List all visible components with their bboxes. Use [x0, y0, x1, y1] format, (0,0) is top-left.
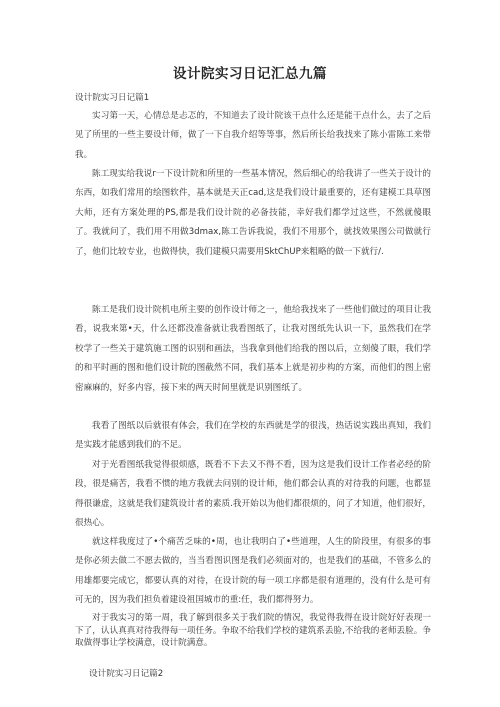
paragraph-1: 实习第一天，心情总是忐忑的，不知道去了设计院该干点什么还是能干点什么，去了之后见了所里的一些主要设计师，做了一下自我介绍等等事，然后所长给我找来了陈小雷陈工来带我。	[75, 111, 431, 160]
paragraph-6: 就这样我度过了•个痛苦乏味的•周，也让我明白了•些道理，人生的阶段里，有很多的事是你必须去做二不愿去做的，当当看图识图是我们必须面对的，也是我们的基础，不管多么的用雄都要完成它，都要认真的对待，在设计院的每一项工序都是很有道理的，没有什么是可有可无的，因为我们担负着建设祖国城市的重:任，我们都得努力。	[75, 537, 431, 606]
page-title: 设计院实习日记汇总九篇	[173, 66, 327, 82]
section-heading-1: 设计院实习日记篇1	[75, 93, 150, 103]
paragraph-2: 陈工现实给我说r一下设计院和所里的一些基本情况，然后细心的给我讲了一些关于设计的东西，如我们常用的绘图软件，基本就是天正cad,这是我们设计最重要的，还有建模工具草图大师，还有方案处理的PS,都是我们设计院的必备技能，幸好我们都学过这些，不然就傻眼了。我就问了，我们用不用做3dmax,陈工告诉我说，我们不用那个，就找效果图公司做就行了，他们比较专业，也做得快，我们建模只需要用SktChUP来粗略的做一下就行/.	[75, 169, 431, 257]
section-heading-2: 设计院实习日记篇2	[89, 669, 164, 679]
paragraph-7: 对于我实习的第一周，我了解到很多关于我们院的情况，我觉得我得在设计院好好表现一下了，认认真真对待我得每一项任务。争取不给我们学校的建筑系丢脸,不给我的老师丢脸。争取做得事让学校满意，设计院满意。	[75, 613, 431, 649]
paragraph-5: 对于光看图纸我觉得很烦感，既看不下去又不得不看，因为这是我们设计工作者必经的阶段，很是痛苦，我看不惯的地方我就去问别的设计师，他们都会认真的对待我的问题，也都显得很谦虚，这就是我们建筑设计者的素质.我开始以为他们都很烦的，问了才知道，他们很好，很热心。	[75, 460, 431, 529]
paragraph-3: 陈工是我们设计院机电所主要的创作设计师之一，他给我找来了一些他们做过的项目让我看，说我来第•天，什么还都没准备就让我看图纸了，让我对图纸先认识一下，虽然我们在学校学了一些关于建筑施工图的识别和画法，当我拿到他们给我的图以后，立刻傻了眼，我们学的和平时画的图和他们设计院的图截然不同，我们基本上就是初步构的方案，而他们的图上密密麻麻的，好多内容，接下来的两天时间里就是识别图纸了。	[75, 305, 431, 393]
paragraph-4: 我看了图纸以后就很有体会，我们在学校的东西就是学的很浅，热话说实践出真知，我们是实践才能感到我们的不足。	[75, 421, 431, 451]
